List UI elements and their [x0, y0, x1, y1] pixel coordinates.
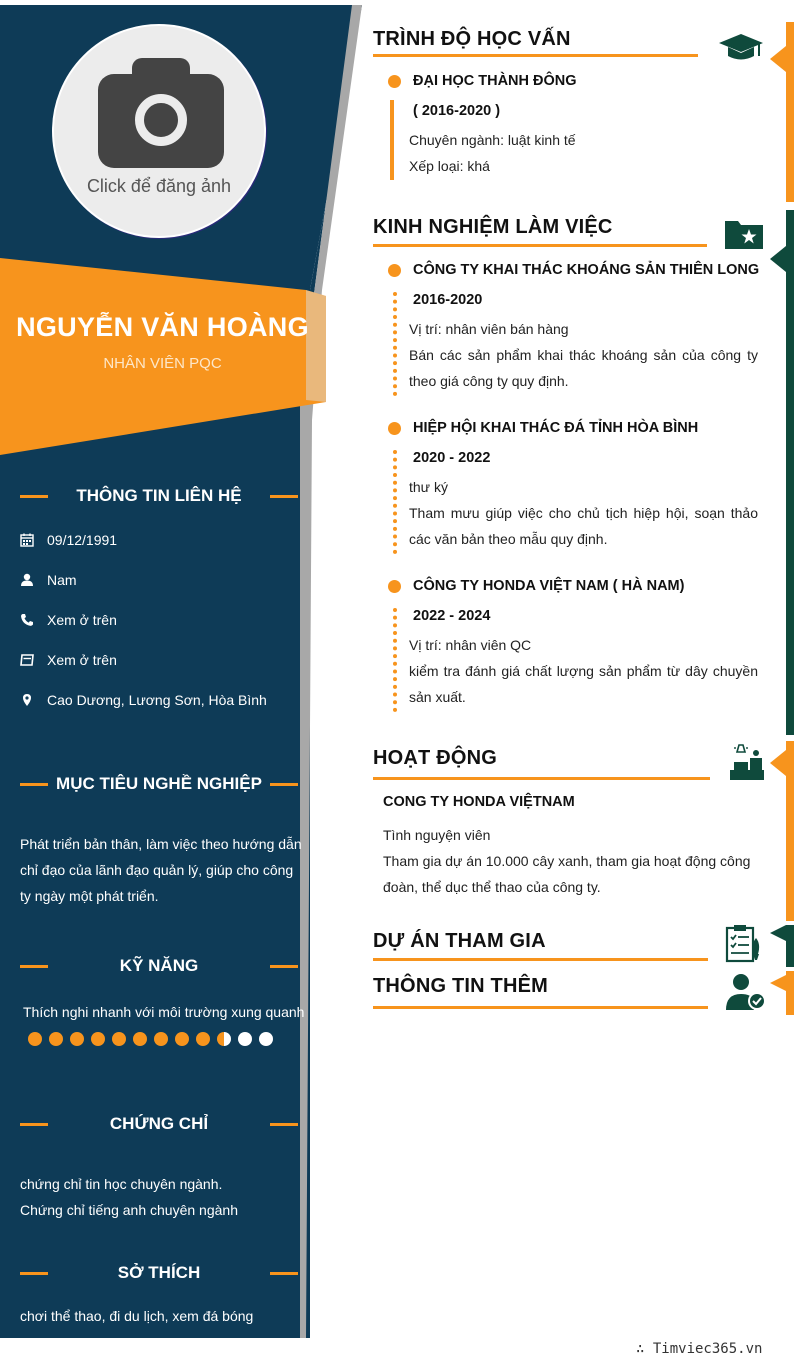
activities-underline — [373, 777, 710, 780]
experience-period: 2020 - 2022 — [413, 450, 491, 466]
education-period: ( 2016-2020 ) — [413, 103, 501, 119]
rating-dot — [70, 1032, 84, 1046]
watermark: ∴ Timviec365.vn — [636, 1341, 763, 1357]
education-school: ĐẠI HỌC THÀNH ĐÔNG — [413, 73, 577, 89]
experience-description: Tham mưu giúp việc cho chủ tịch hiệp hội, soạn thảo các văn bản theo mẫu quy định. — [409, 505, 758, 547]
email-icon — [20, 653, 34, 667]
objective-text: Phát triển bản thân, làm việc theo hướng dẫn chỉ đạo của lãnh đạo quản lý, giúp cho công ty ngày một phát triển. — [20, 836, 302, 904]
experience-position: thư ký — [409, 479, 448, 495]
education-timeline — [390, 100, 394, 180]
contact-email: Xem ở trên — [20, 650, 117, 670]
experience-heading: KINH NGHIỆM LÀM VIỆC — [373, 216, 613, 238]
contact-dob: 09/12/1991 — [20, 530, 117, 550]
experience-timeline — [393, 292, 397, 396]
education-heading: TRÌNH ĐỘ HỌC VẤN — [373, 28, 571, 50]
experience-bullet — [388, 580, 401, 593]
podium-activity-icon — [726, 742, 766, 782]
hobbies-text: chơi thể thao, đi du lịch, xem đá bóng — [20, 1308, 254, 1324]
rating-dot — [91, 1032, 105, 1046]
experience-description: Bán các sản phẩm khai thác khoáng sản của công ty theo giá công ty quy định. — [409, 347, 758, 389]
projects-heading: DỰ ÁN THAM GIA — [373, 930, 546, 952]
rating-dot-empty — [259, 1032, 273, 1046]
rating-dot — [154, 1032, 168, 1046]
contact-address: Cao Dương, Lương Sơn, Hòa Bình — [20, 690, 267, 710]
rating-dot-empty — [238, 1032, 252, 1046]
calendar-icon — [20, 533, 34, 547]
rating-dot — [112, 1032, 126, 1046]
additional-info-heading: THÔNG TIN THÊM — [373, 975, 549, 997]
contact-phone: Xem ở trên — [20, 610, 117, 630]
contact-gender: Nam — [20, 570, 77, 590]
experience-timeline — [393, 450, 397, 554]
experience-position: Vị trí: nhân viên QC — [409, 637, 532, 653]
activity-organization: CONG TY HONDA VIỆTNAM — [383, 794, 575, 810]
hobbies-heading: SỞ THÍCH — [20, 1263, 298, 1283]
experience-bullet — [388, 264, 401, 277]
experience-bullet — [388, 422, 401, 435]
experience-period: 2022 - 2024 — [413, 608, 491, 624]
experience-description: kiểm tra đánh giá chất lượng sản phẩm từ dây chuyền sản xuất. — [409, 663, 758, 705]
job-title: NHÂN VIÊN PQC — [103, 355, 222, 372]
folder-star-icon — [724, 218, 764, 250]
education-grade: Xếp loại: khá — [409, 158, 490, 174]
rating-dot — [196, 1032, 210, 1046]
skill-rating — [28, 1032, 273, 1046]
experience-timeline — [393, 608, 397, 712]
activity-role: Tình nguyện viên — [383, 827, 491, 843]
rating-dot-half — [217, 1032, 231, 1046]
contact-heading: THÔNG TIN LIÊN HỆ — [20, 486, 298, 506]
rating-dot — [49, 1032, 63, 1046]
rating-dot — [133, 1032, 147, 1046]
camera-lens-icon — [135, 94, 187, 146]
edge-bar-experience — [786, 210, 794, 735]
certificates-heading: CHỨNG CHỈ — [20, 1114, 298, 1134]
user-icon — [20, 573, 34, 587]
certificates-text: chứng chỉ tin học chuyên ngành. Chứng chỉ tiếng anh chuyên ngành — [20, 1176, 238, 1218]
edge-bar-additional — [786, 971, 794, 1015]
edge-bar-projects — [786, 925, 794, 967]
experience-company: CÔNG TY KHAI THÁC KHOÁNG SẢN THIÊN LONG — [413, 262, 760, 278]
edge-bar-education — [786, 22, 794, 202]
experience-company: HIỆP HỘI KHAI THÁC ĐÁ TỈNH HÒA BÌNH — [413, 420, 699, 436]
location-pin-icon — [20, 693, 34, 707]
avatar-upload[interactable] — [52, 24, 266, 238]
experience-period: 2016-2020 — [413, 292, 483, 308]
additional-info-underline — [373, 1006, 708, 1009]
education-bullet — [388, 75, 401, 88]
experience-company: CÔNG TY HONDA VIỆT NAM ( HÀ NAM) — [413, 578, 685, 594]
activity-description: Tham gia dự án 10.000 cây xanh, tham gia hoạt động công đoàn, thể dục thể thao của công ty. — [383, 853, 751, 895]
rating-dot — [175, 1032, 189, 1046]
skills-heading: KỸ NĂNG — [20, 956, 298, 976]
graduation-cap-icon — [718, 32, 764, 62]
avatar-caption: Click để đăng ảnh — [86, 176, 232, 196]
project-document-icon — [724, 924, 764, 964]
experience-position: Vị trí: nhân viên bán hàng — [409, 321, 569, 337]
user-check-icon — [724, 972, 766, 1012]
education-major: Chuyên ngành: luật kinh tế — [409, 132, 576, 148]
education-underline — [373, 54, 698, 57]
phone-icon — [20, 613, 34, 627]
skill-name: Thích nghi nhanh với môi trường xung quanh — [23, 1004, 305, 1020]
projects-underline — [373, 958, 708, 961]
candidate-name: NGUYỄN VĂN HOÀNG — [16, 312, 309, 342]
edge-bar-activities — [786, 741, 794, 921]
experience-underline — [373, 244, 707, 247]
activities-heading: HOẠT ĐỘNG — [373, 747, 498, 769]
objective-heading: MỤC TIÊU NGHỀ NGHIỆP — [20, 774, 298, 794]
rating-dot — [28, 1032, 42, 1046]
